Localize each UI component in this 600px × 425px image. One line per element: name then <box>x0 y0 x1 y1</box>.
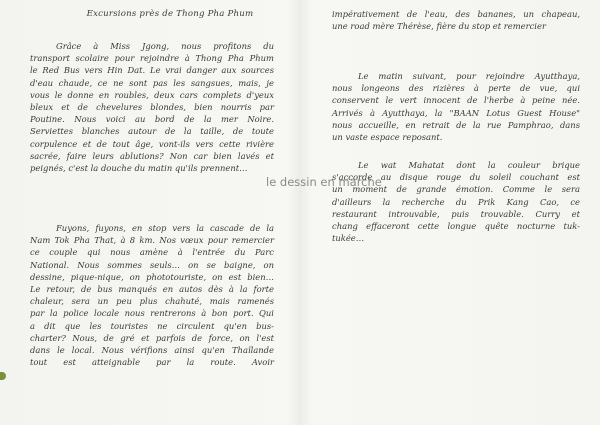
leaf-ornament-icon <box>0 372 6 380</box>
text-line: Poutine. Nous voici au bord de la mer Noire. <box>30 114 274 125</box>
text-line: nous longeons des rizières à perte de vue, qui <box>332 83 580 94</box>
text-line: une road mère Thérèse, fière du stop et remercier <box>332 21 546 32</box>
text-line: corpulence et de tout âge, vont-ils vers cette rivière <box>30 138 274 149</box>
paragraph-wat-mahatat <box>332 159 580 244</box>
text-line: s'accorde au disque rouge du soleil couchant est <box>332 172 580 183</box>
right-page <box>300 0 600 425</box>
text-line: chaleur, sera un peu plus chahuté, mais ramenés <box>30 296 274 307</box>
text-line: a dit que les touristes ne circulent qu'en bus- <box>30 320 274 331</box>
text-line: bleux et de chevelures blondes, bien nourris par <box>30 102 274 113</box>
text-line: transport scolaire pour rejoindre à Thong Pha Phum <box>30 53 274 64</box>
text-line: par la police locale nous rentrerons à bon port. Qui <box>30 308 274 319</box>
paragraph-continuation <box>332 8 580 32</box>
text-line: Fuyons, fuyons, en stop vers la cascade de la <box>56 223 274 233</box>
page-title: Excursions près de Thong Pha Phum <box>86 9 254 19</box>
text-line: tukée… <box>332 233 365 244</box>
text-line: dans le local. Nous vérifions ainsi qu'en Thaïlande <box>30 345 274 356</box>
watermark: le dessin en marche <box>266 175 382 189</box>
text-line: restaurant introuvable, puis trouvable. Curry et <box>332 208 580 219</box>
text-line: Grâce à Miss Jgong, nous profitons du <box>56 41 274 51</box>
text-line: ce couple qui nous amène à l'entrée du Parc <box>30 247 274 258</box>
text-line: National. Nous sommes seuls… on se baigne, on <box>30 259 274 270</box>
text-line: charter? Nous, de gré et parfois de force, on l'est <box>30 332 274 343</box>
text-line: nous accueille, en retrait de la rue Pamphrao, dans <box>332 119 580 130</box>
text-line: sacrée, faire leurs ablutions? Non car bien lavés et <box>30 150 274 161</box>
text-line: le Red Bus vers Hin Dat. Le vrai danger aux sources <box>30 65 274 76</box>
text-line: conservent le vert innocent de l'herbe à peine née. <box>332 95 580 106</box>
text-line: vous le donne en roubles, deux cars complets d'yeux <box>30 89 274 100</box>
paragraph-hin-dat <box>30 40 274 174</box>
text-line: impérativement de l'eau, des bananes, un chapeau, <box>332 9 580 19</box>
text-line: Nam Tok Pha That, à 8 km. Nos vœux pour remercier <box>30 235 274 246</box>
text-line: Le wat Mahatat dont la couleur brique <box>358 160 580 170</box>
text-line: Le matin suivant, pour rejoindre Ayutthaya, <box>358 71 580 81</box>
text-line: chang effaceront cette longue quête nocturne tuk- <box>332 221 580 232</box>
text-line: un moment de grande émotion. Comme le sera <box>332 184 580 195</box>
text-line: d'eau chaude, ce ne sont pas les sangsues, mais, je <box>30 77 274 88</box>
text-line: un vaste espace reposant. <box>332 132 443 143</box>
text-line: Arrivés à Ayutthaya, la "BAAN Lotus Guest House" <box>332 107 580 118</box>
text-line: d'ailleurs la recherche du Prik Kang Cao, ce <box>332 196 580 207</box>
text-line: Le retour, de bus manqués en autos dès à la forte <box>30 284 274 295</box>
paragraph-ayutthaya <box>332 70 580 143</box>
paragraph-cascade <box>30 222 274 368</box>
text-line: dessine, pique-nique, on phototouriste, on est bien… <box>30 271 274 282</box>
text-line: peignés, c'est la douche du matin qu'ils prennent… <box>30 163 248 174</box>
text-line: tout est atteignable par la route. Avoir <box>30 357 274 368</box>
text-line: Serviettes blanches autour de la taille, de toute <box>30 126 274 137</box>
